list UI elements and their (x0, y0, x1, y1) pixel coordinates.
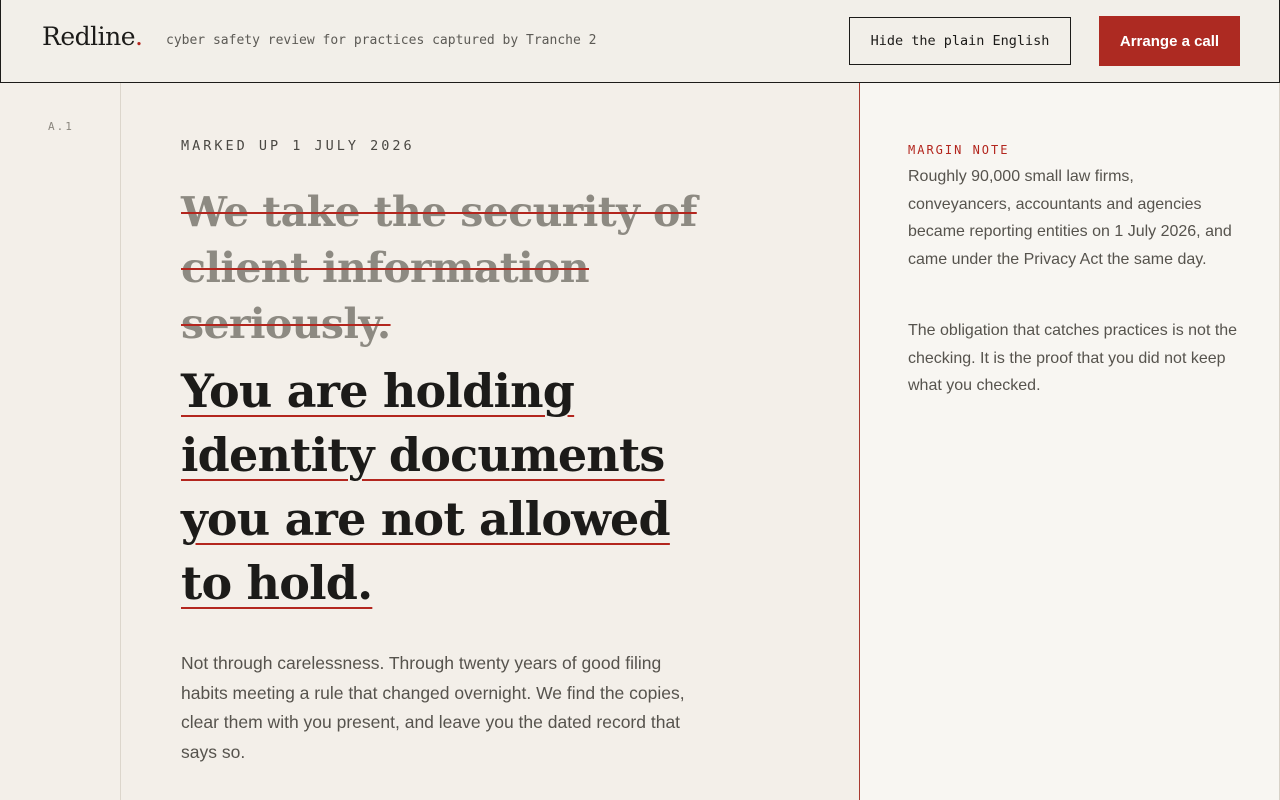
top-bar (0, 0, 1280, 83)
margin-note-paragraph-2: The obligation that catches practices is not the checking. It is the proof that you did not keep what you checked. (908, 322, 1238, 394)
brand-name: Redline (42, 22, 136, 51)
brand-logo[interactable] (42, 22, 142, 51)
hide-plain-english-button[interactable]: Hide the plain English (849, 17, 1071, 65)
tagline: cyber safety review for practices captured by Tranche 2 (166, 33, 597, 48)
lede-paragraph: Not through carelessness. Through twenty years of good filing habits meeting a rule that changed overnight. We find the copies, clear them with you present, and leave you the dated record that says so. (181, 653, 685, 762)
left-gutter (0, 83, 121, 800)
margin-note-label: MARGIN NOTE (908, 143, 1010, 157)
page-headline: You are holding identity documents you are not allowed to hold. (181, 364, 670, 610)
main-content (121, 83, 859, 800)
margin-note-panel (859, 83, 1280, 800)
margin-note-paragraph-1: Roughly 90,000 small law firms, conveyancers, accountants and agencies became reporting entities on 1 July 2026, and came under the Privacy Act the same day. (908, 168, 1232, 268)
marked-date: MARKED UP 1 JULY 2026 (181, 138, 415, 154)
arrange-call-button[interactable]: Arrange a call (1099, 16, 1240, 66)
struck-headline: We take the security of client information seriously. (181, 188, 697, 348)
section-code: A.1 (48, 120, 74, 133)
brand-dot: . (135, 22, 143, 51)
